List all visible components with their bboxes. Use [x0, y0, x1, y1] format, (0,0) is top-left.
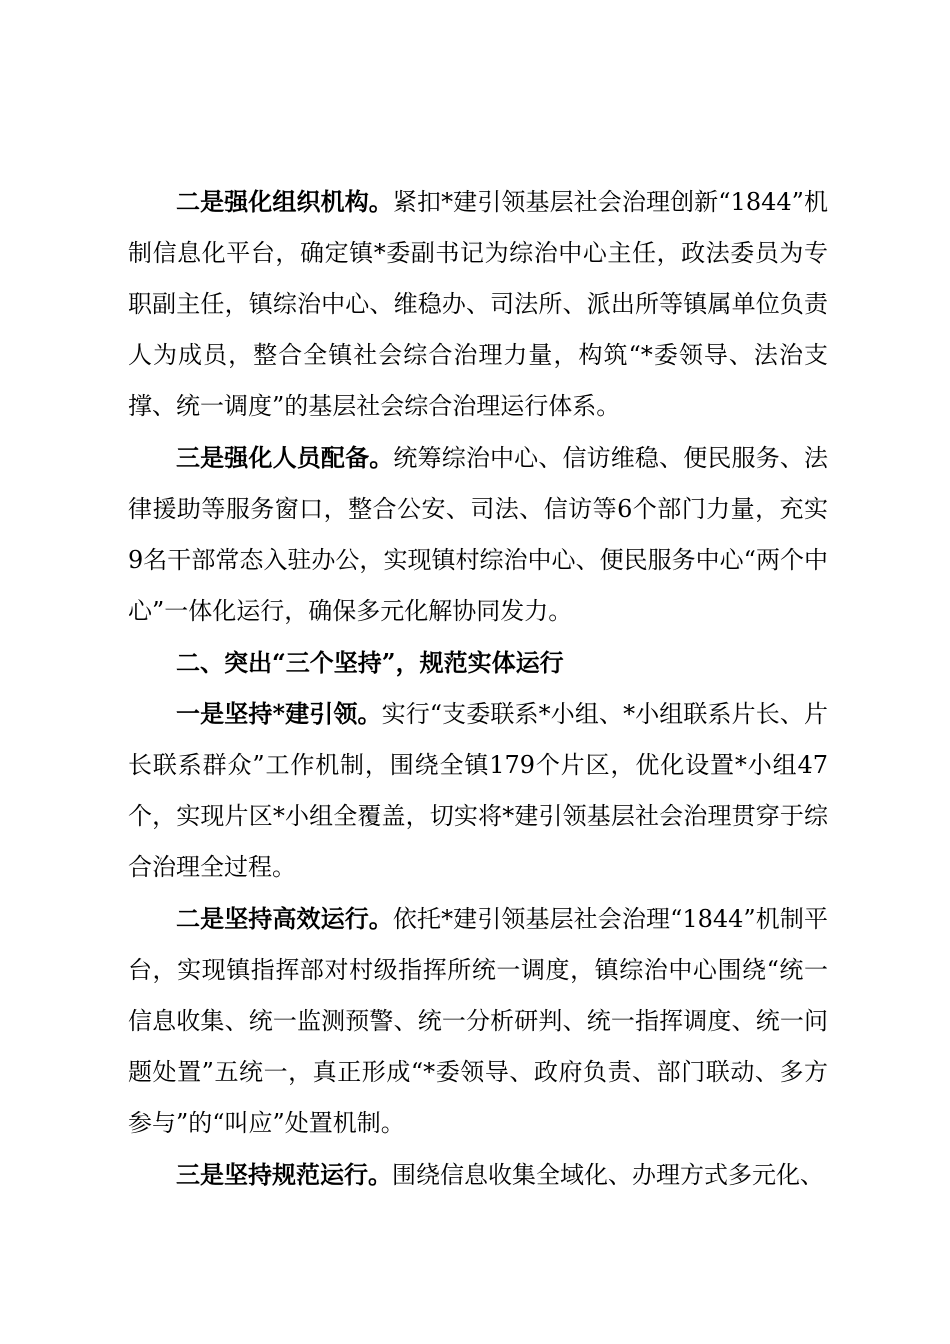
document-body	[128, 176, 828, 1201]
paragraph-text: 统筹综治中心、信访维稳、便民服务、法律援助等服务窗口，整合公安、司法、信访等6个部门力量，充实9名干部常态入驻办公，实现镇村综治中心、便民服务中心“两个中心”一体化运行，确保多元化解协同发力。	[128, 444, 829, 625]
paragraph-lead: 一是坚持*建引领。	[176, 699, 382, 728]
paragraph-organization	[128, 176, 828, 432]
paragraph-staffing	[128, 432, 828, 637]
paragraph-efficient-operation	[128, 893, 828, 1149]
paragraph-lead: 三是强化人员配备。	[176, 443, 394, 472]
paragraph-standard-operation	[128, 1149, 828, 1201]
paragraph-lead: 二是坚持高效运行。	[176, 904, 393, 933]
paragraph-party-leadership	[128, 688, 828, 893]
paragraph-text: 依托*建引领基层社会治理“1844”机制平台，实现镇指挥部对村级指挥所统一调度，镇综治中心围绕“统一信息收集、统一监测预警、统一分析研判、统一指挥调度、统一问题处置”五统一，真正形成“*委领导、政府负责、部门联动、多方参与”的“叫应”处置机制。	[128, 905, 828, 1137]
paragraph-lead: 三是坚持规范运行。	[176, 1160, 392, 1189]
paragraph-lead: 二是强化组织机构。	[176, 187, 393, 216]
section-heading: 二、突出“三个坚持”，规范实体运行	[176, 648, 564, 677]
paragraph-text: 紧扣*建引领基层社会治理创新“1844”机制信息化平台，确定镇*委副书记为综治中心主任，政法委员为专职副主任，镇综治中心、维稳办、司法所、派出所等镇属单位负责人为成员，整合全镇社会综合治理力量，构筑“*委领导、法治支撑、统一调度”的基层社会综合治理运行体系。	[128, 188, 828, 420]
paragraph-text: 围绕信息收集全域化、办理方式多元化、	[392, 1161, 824, 1189]
paragraph-text: 实行“支委联系*小组、*小组联系片长、片长联系群众”工作机制，围绕全镇179个片区，优化设置*小组47个，实现片区*小组全覆盖，切实将*建引领基层社会治理贯穿于综合治理全过程。	[128, 700, 828, 881]
